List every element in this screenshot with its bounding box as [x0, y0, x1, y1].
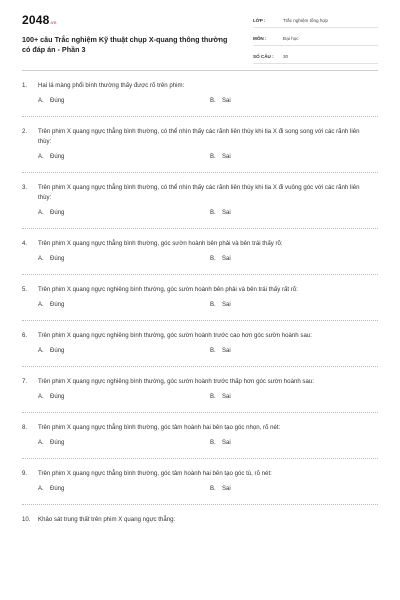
meta-row-subject — [253, 32, 378, 46]
question-body: Hai lá màng phổi bình thường thấy được rõ trên phim: — [38, 82, 185, 89]
question-divider — [22, 116, 378, 117]
meta-label: MÔN : — [253, 36, 267, 41]
question-divider — [22, 320, 378, 321]
option-label: Sai — [222, 394, 231, 400]
option-b[interactable] — [210, 255, 231, 264]
logo-suffix: .vn — [49, 20, 57, 25]
option-b[interactable] — [210, 209, 231, 218]
option-letter: A. — [38, 154, 44, 160]
meta-value: 30 — [283, 54, 289, 59]
option-letter: A. — [38, 348, 44, 354]
question-divider — [22, 504, 378, 505]
question-options — [22, 439, 378, 448]
question-body: Khảo sát trung thất trên phim X quang ngực thẳng: — [38, 516, 176, 523]
question-divider — [22, 228, 378, 229]
option-letter: B. — [210, 394, 216, 400]
question-item — [22, 377, 378, 413]
option-letter: B. — [210, 348, 216, 354]
question-number: 3. — [22, 184, 28, 191]
option-a[interactable] — [38, 255, 210, 264]
option-label: Đúng — [50, 302, 65, 308]
question-item — [22, 239, 378, 275]
question-divider — [22, 274, 378, 275]
question-number: 9. — [22, 470, 28, 477]
option-letter: B. — [210, 98, 216, 104]
meta-value: Đại học — [283, 36, 299, 41]
question-text — [22, 515, 378, 525]
question-body: Trên phim X quang ngực nghiêng bình thường, góc sườn hoành bên phải và bên trái thấy rất rõ: — [38, 286, 298, 293]
question-item — [22, 515, 378, 525]
question-options — [22, 347, 378, 356]
option-letter: B. — [210, 256, 216, 262]
question-list — [22, 71, 378, 525]
site-logo[interactable] — [22, 14, 232, 29]
question-options — [22, 255, 378, 264]
option-label: Đúng — [50, 348, 65, 354]
option-label: Sai — [222, 302, 231, 308]
question-item — [22, 469, 378, 505]
option-label: Sai — [222, 210, 231, 216]
option-label: Đúng — [50, 210, 65, 216]
question-options — [22, 393, 378, 402]
option-letter: A. — [38, 302, 44, 308]
question-item — [22, 331, 378, 367]
question-body: Trên phim X quang ngực thẳng bình thường, có thể nhìn thấy các rãnh liên thùy khi tia X đi vuông góc với các rãnh liên thùy: — [38, 184, 360, 201]
question-number: 2. — [22, 128, 28, 135]
option-b[interactable] — [210, 153, 231, 162]
question-options — [22, 97, 378, 106]
question-divider — [22, 458, 378, 459]
option-a[interactable] — [38, 439, 210, 448]
question-number: 4. — [22, 240, 28, 247]
question-item — [22, 127, 378, 173]
question-item — [22, 81, 378, 117]
option-a[interactable] — [38, 153, 210, 162]
option-a[interactable] — [38, 97, 210, 106]
meta-label: SỐ CÂU : — [253, 54, 274, 59]
question-number: 10. — [22, 516, 31, 523]
question-item — [22, 423, 378, 459]
question-number: 5. — [22, 286, 28, 293]
question-options — [22, 301, 378, 310]
question-number: 6. — [22, 332, 28, 339]
page-header — [22, 0, 378, 71]
option-letter: A. — [38, 256, 44, 262]
header-left — [22, 14, 232, 54]
option-b[interactable] — [210, 97, 231, 106]
option-label: Đúng — [50, 486, 65, 492]
option-label: Đúng — [50, 154, 65, 160]
question-divider — [22, 172, 378, 173]
option-letter: B. — [210, 210, 216, 216]
meta-value: Trắc nghiệm tổng hợp — [283, 18, 328, 23]
question-item — [22, 285, 378, 321]
meta-info — [253, 14, 378, 68]
question-text — [22, 423, 378, 433]
question-body: Trên phim X quang ngực thẳng bình thường, có thể nhìn thấy các rãnh liên thùy khi tia X đi song song với các rãnh liên thùy: — [38, 128, 360, 145]
question-item — [22, 183, 378, 229]
option-label: Sai — [222, 98, 231, 104]
option-b[interactable] — [210, 439, 231, 448]
question-number: 8. — [22, 424, 28, 431]
meta-row-count — [253, 50, 378, 64]
option-b[interactable] — [210, 301, 231, 310]
question-divider — [22, 412, 378, 413]
question-text — [22, 377, 378, 387]
question-number: 7. — [22, 378, 28, 385]
option-label: Sai — [222, 440, 231, 446]
option-label: Sai — [222, 256, 231, 262]
option-a[interactable] — [38, 209, 210, 218]
option-letter: B. — [210, 440, 216, 446]
question-body: Trên phim X quang ngực thẳng bình thường, góc tâm hoành hai bên tạo góc tù, rõ nét: — [38, 470, 272, 477]
option-b[interactable] — [210, 393, 231, 402]
option-letter: B. — [210, 486, 216, 492]
question-options — [22, 209, 378, 218]
option-letter: B. — [210, 154, 216, 160]
option-b[interactable] — [210, 485, 231, 494]
option-b[interactable] — [210, 347, 231, 356]
option-letter: A. — [38, 440, 44, 446]
question-options — [22, 153, 378, 162]
question-body: Trên phim X quang ngực nghiêng bình thường, góc sườn hoành trước thấp hơn góc sườn hoành sau: — [38, 378, 314, 385]
option-a[interactable] — [38, 485, 210, 494]
meta-row-class — [253, 14, 378, 28]
page-title: 100+ câu Trắc nghiệm Kỹ thuật chụp X-quang thông thường có đáp án - Phần 3 — [22, 35, 228, 54]
question-number: 1. — [22, 82, 28, 89]
question-text — [22, 183, 378, 203]
question-body: Trên phim X quang ngực thẳng bình thường, góc sườn hoành bên phải và bên trái thấy rõ: — [38, 240, 283, 247]
option-letter: A. — [38, 486, 44, 492]
option-a[interactable] — [38, 347, 210, 356]
question-body: Trên phim X quang ngực thẳng bình thường, góc tâm hoành hai bên tạo góc nhọn, rõ nét: — [38, 424, 281, 431]
option-letter: B. — [210, 302, 216, 308]
option-label: Sai — [222, 486, 231, 492]
question-divider — [22, 366, 378, 367]
question-options — [22, 485, 378, 494]
option-a[interactable] — [38, 393, 210, 402]
option-label: Đúng — [50, 394, 65, 400]
option-label: Đúng — [50, 440, 65, 446]
meta-label: LỚP : — [253, 18, 266, 23]
option-label: Đúng — [50, 256, 65, 262]
question-text — [22, 331, 378, 341]
question-text — [22, 469, 378, 479]
option-a[interactable] — [38, 301, 210, 310]
question-text — [22, 239, 378, 249]
option-letter: A. — [38, 98, 44, 104]
logo-text: 2048 — [22, 13, 50, 27]
question-text — [22, 127, 378, 147]
question-text — [22, 81, 378, 91]
question-body: Trên phim X quang ngực nghiêng bình thường, góc sườn hoành trước cao hơn góc sườn hoành sau: — [38, 332, 312, 339]
option-label: Sai — [222, 154, 231, 160]
option-letter: A. — [38, 210, 44, 216]
question-text — [22, 285, 378, 295]
option-letter: A. — [38, 394, 44, 400]
option-label: Sai — [222, 348, 231, 354]
option-label: Đúng — [50, 98, 65, 104]
